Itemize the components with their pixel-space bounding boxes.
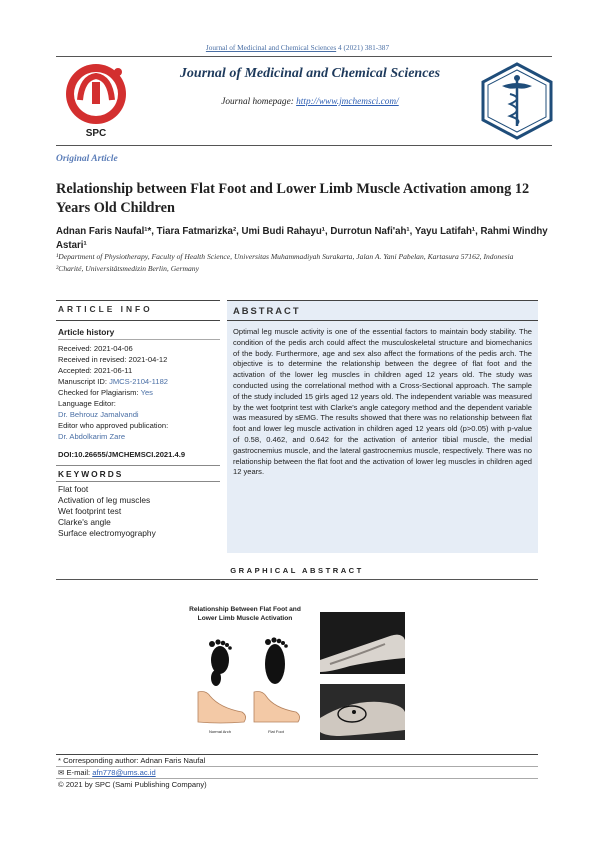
author-email-link[interactable]: afn778@ums.ac.id	[92, 768, 156, 777]
doi[interactable]: DOI:10.26655/JMCHEMSCI.2021.4.9	[56, 450, 220, 466]
homepage-link[interactable]: http://www.jmchemsci.com/	[296, 97, 399, 107]
page-footer	[56, 754, 538, 790]
article-type: Original Article	[56, 154, 118, 164]
journal-title: Journal of Medicinal and Chemical Sciences	[179, 66, 441, 81]
spc-logo-text: SPC	[85, 128, 107, 139]
keyword-list	[56, 482, 220, 539]
jmcs-logo-icon	[476, 60, 558, 142]
email-line	[56, 766, 538, 778]
journal-reference	[0, 43, 595, 52]
plagiarism-check	[58, 387, 220, 398]
language-editor-label: Language Editor:	[58, 399, 116, 408]
keywords-heading: KEYWORDS	[56, 466, 220, 482]
keyword-item: Surface electromyography	[58, 528, 156, 538]
abstract-box	[227, 300, 538, 553]
keyword-item: Wet footprint test	[58, 506, 122, 516]
approver-link[interactable]: Dr. Abdolkarim Zare	[58, 432, 126, 441]
graphical-abstract-figure	[180, 600, 410, 740]
language-editor-link[interactable]: Dr. Behrouz Jamalvandi	[58, 410, 139, 419]
emg-leg-photo-top	[320, 612, 405, 674]
homepage-label: Journal homepage:	[221, 97, 297, 107]
abstract-heading: ABSTRACT	[227, 300, 538, 321]
email-label: E-mail:	[66, 768, 93, 777]
author-list: Adnan Faris Naufal¹*, Tiara Fatmarizka², Umi Budi Rahayu¹, Durrotun Nafi'ah¹, Yayu Latifah¹, Rahmi Windhy Astari¹	[56, 226, 548, 251]
affiliation-1: ¹Department of Physiotherapy, Faculty of Health Science, Universitas Muhammadiyah Surakarta, Jalan A. Yani Pabelan, Kartasura 57162, Indonesia	[56, 252, 514, 261]
manuscript-id-link[interactable]: JMCS-2104-1182	[109, 377, 169, 386]
paper-title: Relationship between Flat Foot and Lower Limb Muscle Activation among 12 Years Old Children	[56, 181, 530, 216]
approver-label: Editor who approved publication:	[58, 421, 169, 430]
flat-foot-label: Flat Foot	[268, 729, 284, 734]
plagiarism-value: Yes	[140, 388, 153, 397]
article-info-column	[56, 300, 220, 539]
mail-icon: ✉	[58, 768, 67, 777]
spc-logo-icon	[58, 60, 134, 140]
journal-reference-link[interactable]: Journal of Medicinal and Chemical Sciences	[205, 43, 337, 52]
manuscript-id	[58, 376, 220, 387]
affiliation-2: ²Charité, Universitätsmedizin Berlin, Germany	[56, 264, 199, 273]
received-date: Received: 2021-04-06	[58, 344, 133, 353]
corresponding-author: * Corresponding author: Adnan Faris Naufal	[58, 756, 206, 765]
graphical-abstract-heading: GRAPHICAL ABSTRACT	[56, 566, 538, 580]
article-history-title: Article history	[58, 327, 220, 340]
revised-date: Received in revised: 2021-04-12	[58, 355, 168, 364]
keyword-item: Clarke's angle	[58, 517, 111, 527]
journal-volume: 4 (2021) 381-387	[338, 43, 390, 52]
copyright: © 2021 by SPC (Sami Publishing Company)	[56, 778, 538, 790]
keyword-item: Activation of leg muscles	[58, 495, 151, 505]
keyword-item: Flat foot	[58, 484, 89, 494]
figure-title-line-1: Relationship Between Flat Foot and	[189, 606, 301, 613]
article-info-heading: ARTICLE INFO	[56, 300, 220, 321]
manuscript-label: Manuscript ID:	[58, 377, 110, 386]
plagiarism-label: Checked for Plagiarism:	[58, 388, 141, 397]
emg-leg-photo-bottom	[320, 684, 405, 740]
journal-homepage	[150, 97, 470, 107]
abstract-text: Optimal leg muscle activity is one of the essential factors to maintain body stability. The condition of the pedis arch could affect the musculoskeletal structure and biomechanics of the body. Furthermore, age and sex also affect the formations of the pedis arch. The objective is to determine the relationship between the degree of flat foot and the activation of the lower leg muscles in children aged 12 years old. The study was conducted using the correlational method with a Cross-Sectional approach. The sample of the study included 15 girls aged 12 years old. The independent variable was measured by the wet footprint test with Clarke's angle category method and the dependent variable was measured by sEMG. The results showed that there was no relationship between flat foot and lower leg muscle activation in children aged 12 years old (p>0.05) with p-value of 0.58, 0.462, and 0.642 for the activation of anterior tibial muscle, the medial gastrocnemius muscle, and the lateral gastrocnemius muscle, respectively. There was no relationship between the flat foot and the activation of lower leg muscles in children aged 12 years.	[233, 327, 532, 477]
figure-title-line-2: Lower Limb Muscle Activation	[197, 615, 293, 622]
normal-arch-label: Normal Arch	[208, 729, 232, 734]
article-history	[56, 343, 220, 442]
affiliations	[56, 251, 551, 275]
accepted-date: Accepted: 2021-06-11	[58, 366, 133, 375]
